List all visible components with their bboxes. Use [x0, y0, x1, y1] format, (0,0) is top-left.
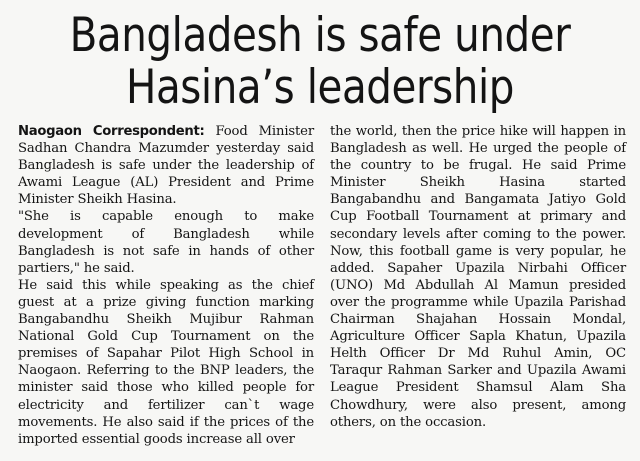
article-column-right	[330, 123, 626, 448]
byline: Naogaon Correspondent:	[18, 124, 205, 139]
headline	[60, 0, 579, 114]
article-body	[18, 123, 626, 448]
paragraph-text: Food Minister Sadhan Chandra Mazumder yesterday said Bangladesh is safe under the leadership of Awami League (AL) President and Prime Minister Sheikh Hasina.	[18, 124, 314, 208]
headline-line-1: Bangladesh is safe under	[69, 8, 571, 63]
headline-line-2: Hasina’s leadership	[125, 60, 514, 115]
article-paragraph: the world, then the price hike will happen in Bangladesh as well. He urged the people of the country to be frugal. He said Prime Minister Sheikh Hasina started Bangabandhu and Bangamata Jatiyo Gold Cup Football Tournament at primary and secondary levels after coming to the power. Now, this football game is very popular, he added. Sapaher Upazila Nirbahi Officer (UNO) Md Abdullah Al Mamun presided over the programme while Upazila Parishad Chairman Shajahan Hossain Mondal, Agriculture Officer Sapla Khatun, Upazila Helth Officer Dr Md Ruhul Amin, OC Taraqur Rahman Sarker and Upazila Awami League President Shamsul Alam Sha Chowdhury, were also present, among others, on the occasion.	[330, 124, 626, 430]
article-paragraph: "She is capable enough to make development of Bangladesh while Bangladesh is not safe in hands of other partiers," he said.	[18, 209, 314, 276]
article-paragraph: He said this while speaking as the chief guest at a prize giving function marking Bangabandhu Sheikh Mujibur Rahman National Gold Cup Tournament on the premises of Sapahar Pilot High School in Naogaon. Referring to the BNP leaders, the minister said those who killed people for electricity and fertilizer can`t wage movements. He also said if the prices of the imported essential goods increase all over	[18, 277, 314, 447]
article-column-left	[18, 123, 314, 448]
article-paragraph	[18, 123, 314, 208]
